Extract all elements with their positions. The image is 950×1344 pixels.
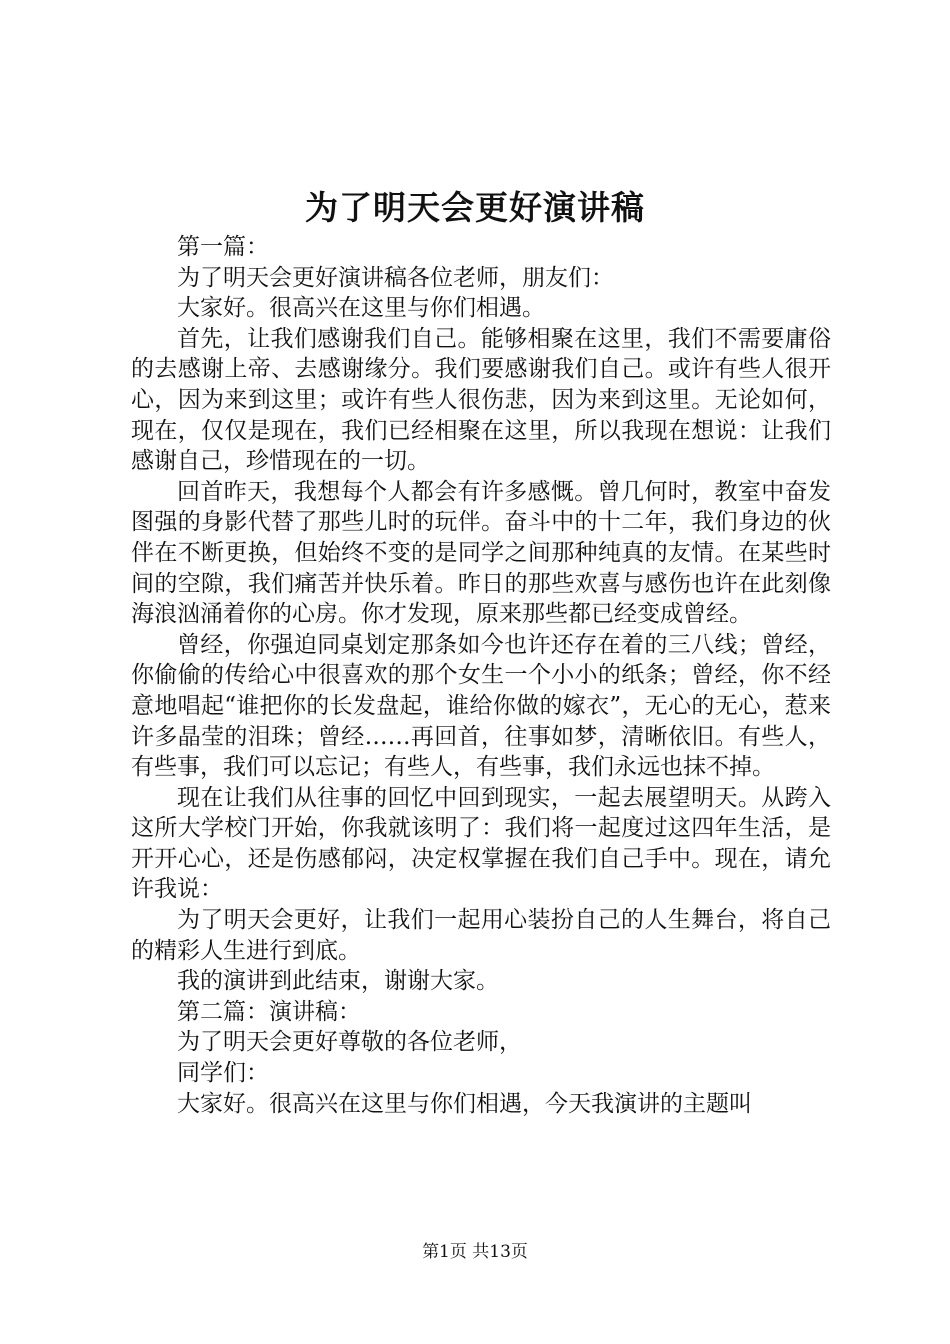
paragraph: 首先，让我们感谢我们自己。能够相聚在这里，我们不需要庸俗的去感谢上帝、去感谢缘分。我们要感谢我们自己。或许有些人很开心，因为来到这里；或许有些人很伤悲，因为来到这里。无论如何，现在，仅仅是现在，我们已经相聚在这里，所以我现在想说：让我们感谢自己，珍惜现在的一切。 <box>131 325 831 475</box>
document-body <box>131 232 831 1119</box>
paragraph: 大家好。很高兴在这里与你们相遇，今天我演讲的主题叫 <box>177 1090 752 1117</box>
paragraph: 为了明天会更好，让我们一起用心装扮自己的人生舞台，将自己的精彩人生进行到底。 <box>131 907 831 964</box>
paragraph: 为了明天会更好演讲稿各位老师，朋友们： <box>177 264 614 291</box>
paragraph: 曾经，你强迫同桌划定那条如今也许还存在着的三八线；曾经，你偷偷的传给心中很喜欢的那个女生一个小小的纸条；曾经，你不经意地唱起“谁把你的长发盘起，谁给你做的嫁衣”，无心的无心，惹来许多晶莹的泪珠；曾经……再回首，往事如梦，清晰依旧。有些人，有些事，我们可以忘记；有些人，有些事，我们永远也抹不掉。 <box>131 631 831 781</box>
paragraph: 我的演讲到此结束，谢谢大家。 <box>177 968 499 995</box>
page-footer: 第1页 共13页 <box>422 1242 528 1262</box>
document-title: 为了明天会更好演讲稿 <box>305 188 645 227</box>
paragraph: 回首昨天，我想每个人都会有许多感慨。曾几何时，教室中奋发图强的身影代替了那些儿时的玩伴。奋斗中的十二年，我们身边的伙伴在不断更换，但始终不变的是同学之间那种纯真的友情。在某些时间的空隙，我们痛苦并快乐着。昨日的那些欢喜与感伤也许在此刻像海浪汹涌着你的心房。你才发现，原来那些都已经变成曾经。 <box>131 478 831 628</box>
paragraph: 同学们： <box>177 1060 269 1087</box>
paragraph: 第二篇：演讲稿： <box>177 998 361 1025</box>
paragraph: 为了明天会更好尊敬的各位老师， <box>177 1029 522 1056</box>
paragraph: 现在让我们从往事的回忆中回到现实，一起去展望明天。从跨入这所大学校门开始，你我就该明了：我们将一起度过这四年生活，是开开心心，还是伤感郁闷，决定权掌握在我们自己手中。现在，请允许我说： <box>131 784 831 903</box>
paragraph: 大家好。很高兴在这里与你们相遇。 <box>177 295 545 322</box>
paragraph: 第一篇： <box>177 234 269 260</box>
